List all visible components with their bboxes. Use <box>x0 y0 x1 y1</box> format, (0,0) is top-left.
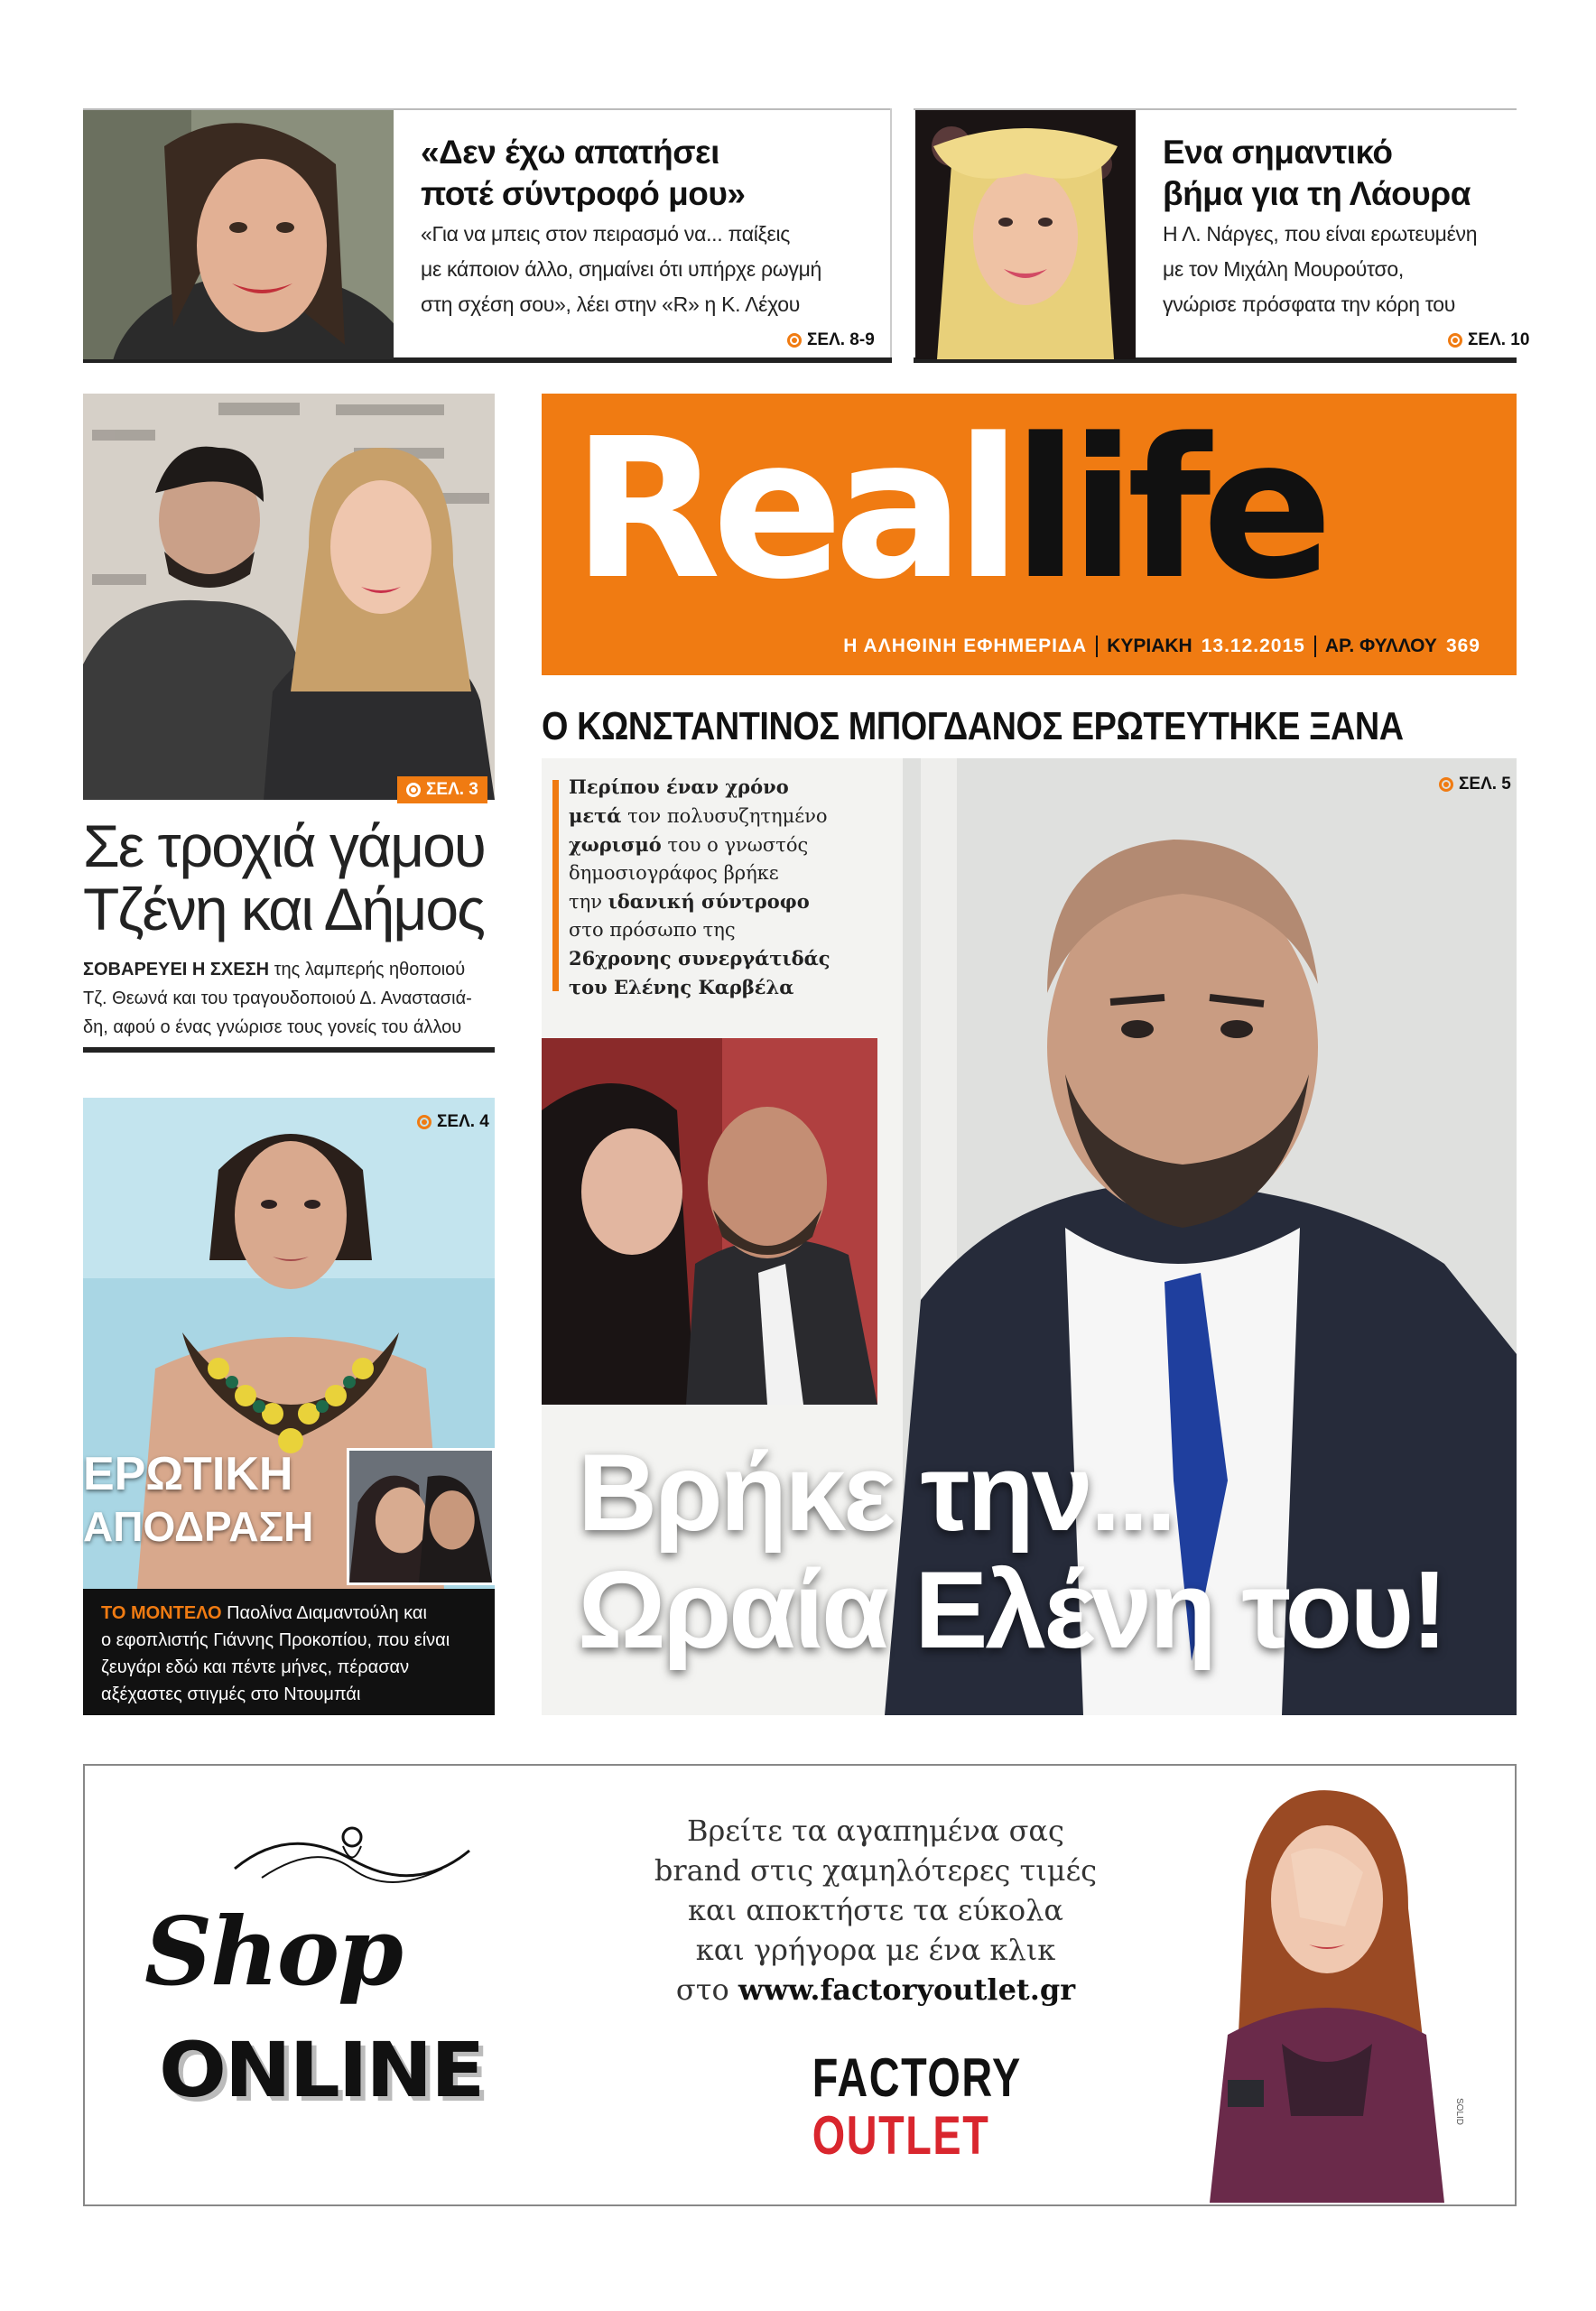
target-icon <box>417 1115 431 1129</box>
top-left-title-line2: ποτέ σύντροφό μου» <box>421 175 746 212</box>
top-right-text-line3: γνώρισε πρόσφατα την κόρη του <box>1163 292 1456 316</box>
top-right-title-line2: βήμα για τη Λάουρα <box>1163 175 1471 212</box>
top-left-text-line2: με κάποιον άλλο, σημαίνει ότι υπήρχε ρωγμή <box>421 257 822 281</box>
gamou-lead: ΣΟΒΑΡΕΥΕΙ Η ΣΧΕΣΗ <box>83 960 270 979</box>
intro-line4: δημοσιογράφος βρήκε <box>569 862 779 884</box>
ad-model-photo <box>1183 1773 1453 2203</box>
ad-copy-line3: και αποκτήστε τα εύκολα <box>687 1893 1064 1927</box>
intro-line3: του ο γνωστός <box>661 834 809 856</box>
ornament-icon <box>226 1814 478 1896</box>
main-page: ΣΕΛ. 5 <box>1459 775 1511 794</box>
gamou-text <box>83 955 495 1042</box>
reallife-logo <box>572 388 1324 632</box>
top-left-text-line1: «Για να μπεις στον πειρασμό να... παίξεις <box>421 222 791 246</box>
couple-inset-photo[interactable] <box>347 1448 495 1585</box>
masthead-issue-number: 369 <box>1445 636 1480 656</box>
jenny-dimos-photo[interactable] <box>83 394 495 800</box>
erotiki-lead: ΤΟ ΜΟΝΤΕΛΟ <box>101 1603 222 1623</box>
gamou-page-ref[interactable] <box>397 776 487 803</box>
masthead-tagline: Η ΑΛΗΘΙΝΗ ΕΦΗΜΕΡΙΔΑ <box>843 636 1088 656</box>
ad-photo-credit: SOLID <box>1454 2098 1464 2126</box>
gamou-title-line2: Τζένη και Δήμος <box>83 876 484 942</box>
factory-outlet-logo[interactable] <box>812 2047 1022 2166</box>
intro-line5: την <box>569 891 608 913</box>
lechou-photo <box>83 110 394 359</box>
top-left-title-line1: «Δεν έχω απατήσει <box>421 134 719 171</box>
ad-shop: Shop <box>144 1896 402 2007</box>
intro-accent-bar <box>552 780 559 991</box>
erotiki-title-line1: ΕΡΩΤΙΚΗ <box>83 1448 293 1500</box>
logo-real: Real <box>572 397 1013 622</box>
ad-url-link[interactable]: www.factoryoutlet.gr <box>738 1972 1076 2007</box>
gamou-title-line1: Σε τροχιά γάμου <box>83 812 485 879</box>
erotiki-text-line4: αξέχαστες στιγμές στο Ντουμπάι <box>101 1685 361 1704</box>
gamou-text-line1: της λαμπερής ηθοποιού <box>269 960 466 979</box>
intro-line7: 26χρονης συνεργάτιδάς <box>569 947 830 970</box>
top-left-text-line3: στη σχέση σου», λέει στην «R» η Κ. Λέχου <box>421 292 801 316</box>
main-page-ref[interactable] <box>1439 775 1511 794</box>
teaser-divider <box>890 108 892 357</box>
erotiki-page-ref[interactable] <box>417 1112 489 1132</box>
ad-copy-line5: στο <box>675 1972 738 2007</box>
factory-logo-line2: OUTLET <box>812 2105 990 2166</box>
main-headline-line1: Βρήκε την... <box>578 1431 1174 1554</box>
intro-line6: στο πρόσωπο της <box>569 919 736 941</box>
main-headline <box>578 1431 1517 1671</box>
erotiki-text-line3: ζευγάρι εδώ και πέντε μήνες, πέρασαν <box>101 1657 410 1677</box>
intro-line1: Περίπου έναν χρόνο <box>569 775 789 798</box>
ad-online: ONLINE <box>159 2026 484 2114</box>
top-right-page: ΣΕΛ. 10 <box>1468 330 1530 349</box>
gamou-text-line3: δη, αφού ο ένας γνώρισε τους γονείς του άλλου <box>83 1017 462 1037</box>
top-right-text-line1: Η Λ. Νάργες, που είναι ερωτευμένη <box>1163 222 1478 246</box>
intro-line3-bold: χωρισμό <box>569 833 662 856</box>
laura-photo <box>915 110 1136 359</box>
masthead-strip <box>843 636 1480 657</box>
top-left-page-ref[interactable] <box>787 330 875 350</box>
ad-copy <box>623 1811 1128 2009</box>
target-icon <box>1439 777 1453 792</box>
intro-line2-bold: μετά <box>569 804 622 827</box>
intro-line2: τον πολυσυζητημένο <box>621 805 828 827</box>
main-intro <box>569 773 885 1002</box>
masthead-issue-label: ΑΡ. ΦΥΛΛΟΥ <box>1324 636 1437 656</box>
main-headline-line2: Ωραία Ελένη του! <box>578 1548 1445 1671</box>
top-right-title-line1: Ενα σημαντικό <box>1163 134 1393 171</box>
erotiki-title <box>83 1448 341 1553</box>
ad-copy-line1: Βρείτε τα αγαπημένα σας <box>687 1814 1064 1848</box>
masthead-date: 13.12.2015 <box>1201 636 1305 656</box>
gamou-bottom-rule <box>83 1047 495 1053</box>
top-left-page: ΣΕΛ. 8-9 <box>807 330 875 349</box>
target-icon <box>406 783 421 797</box>
masthead-day: ΚΥΡΙΑΚΗ <box>1107 636 1192 656</box>
ad-copy-line2: brand στις χαμηλότερες τιμές <box>654 1853 1098 1888</box>
gamou-page: ΣΕΛ. 3 <box>426 780 478 799</box>
top-right-page-ref[interactable] <box>1448 330 1529 350</box>
main-kicker: Ο ΚΩΝΣΤΑΝΤΙΝΟΣ ΜΠΟΓΔΑΝΟΣ ΕΡΩΤΕΥΤΗΚΕ ΞΑΝΑ <box>542 704 1404 748</box>
strip-divider <box>1096 636 1098 657</box>
top-right-title <box>1163 132 1515 215</box>
erotiki-title-line2: ΑΠΟΔΡΑΣΗ <box>83 1503 314 1550</box>
intro-line5-bold: ιδανική σύντροφο <box>608 890 810 913</box>
erotiki-text-line2: ο εφοπλιστής Γιάννης Προκοπίου, που είναι <box>101 1630 450 1650</box>
kiss-inset-photo[interactable] <box>542 1038 877 1405</box>
strip-divider <box>1314 636 1316 657</box>
gamou-text-line2: Τζ. Θεωνά και του τραγουδοποιού Δ. Αναστασιά- <box>83 988 472 1008</box>
top-right-text <box>1163 217 1517 322</box>
top-right-text-line2: με τον Μιχάλη Μουρούτσο, <box>1163 257 1404 281</box>
gamou-title <box>83 814 507 941</box>
erotiki-page: ΣΕΛ. 4 <box>437 1112 489 1131</box>
masthead[interactable] <box>542 394 1517 675</box>
factory-logo-line1: FACTORY <box>812 2047 1022 2108</box>
target-icon <box>787 333 802 348</box>
top-left-text <box>421 217 890 322</box>
erotiki-text-line1: Παολίνα Διαμαντούλη και <box>221 1603 427 1623</box>
intro-line8: του Ελένης Καρβέλα <box>569 976 794 998</box>
erotiki-text-box <box>83 1589 495 1715</box>
ad-copy-line4: και γρήγορα με ένα κλικ <box>695 1933 1056 1967</box>
top-left-title <box>421 132 881 215</box>
logo-life: life <box>1012 397 1324 622</box>
target-icon <box>1448 333 1462 348</box>
